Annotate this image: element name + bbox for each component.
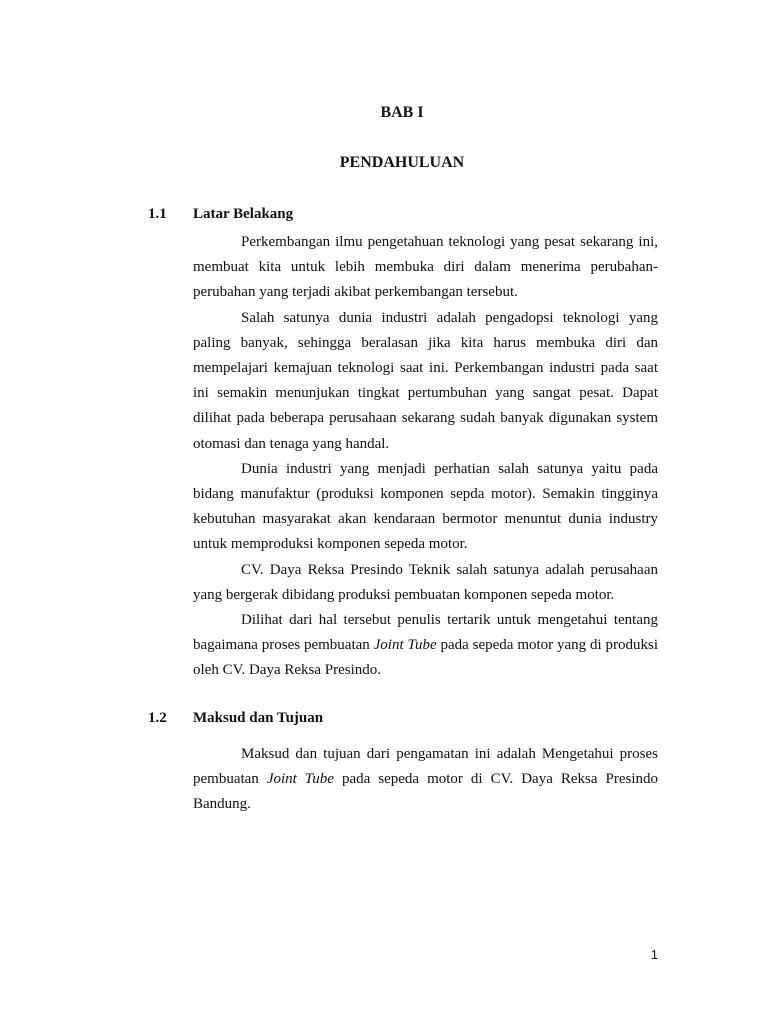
paragraph: CV. Daya Reksa Presindo Teknik salah satunya adalah perusahaan yang bergerak dibidang produksi pembuatan komponen sepeda motor. bbox=[193, 561, 658, 603]
section-heading: Latar Belakang bbox=[193, 206, 294, 222]
italic-term: Joint Tube bbox=[266, 771, 334, 788]
text-run: pada sepeda motor yang di produksi oleh CV. Daya Reksa Presindo. bbox=[193, 637, 658, 679]
text-run: Maksud dan tujuan dari pengamatan ini adalah Mengetahui proses pembuatan bbox=[193, 746, 658, 788]
paragraph: Salah satunya dunia industri adalah pengadopsi teknologi yang paling banyak, sehingga beralasan jika kita harus membuka diri dan mempelajari kemajuan teknologi saat ini. Perkembangan industri pada saat ini semakin menunjukan tingkat pertumbuhan yang sangat pesat. Dapat dilihat pada beberapa perusahaan sekarang sudah banyak digunakan system otomasi dan tenaga yang handal. bbox=[193, 309, 658, 452]
chapter-label: BAB I bbox=[380, 104, 424, 121]
paragraph bbox=[193, 608, 658, 684]
section-heading: Maksud dan Tujuan bbox=[193, 710, 324, 726]
page-number: 1 bbox=[650, 947, 658, 962]
paragraph: Perkembangan ilmu pengetahuan teknologi yang pesat sekarang ini, membuat kita untuk lebih membuka diri dalam menerima perubahan-perubahan yang terjadi akibat perkembangan tersebut. bbox=[193, 234, 658, 301]
section-number: 1.1 bbox=[148, 206, 167, 222]
section-number: 1.2 bbox=[148, 710, 167, 726]
section-body bbox=[193, 742, 658, 818]
paragraph bbox=[193, 742, 658, 818]
italic-term: Joint Tube bbox=[373, 637, 437, 654]
paragraph: Dunia industri yang menjadi perhatian salah satunya yaitu pada bidang manufaktur (produksi komponen sepda motor). Semakin tingginya kebutuhan masyarakat akan kendaraan bermotor menuntut dunia industry untuk memproduksi komponen sepeda motor. bbox=[193, 460, 658, 553]
text-run: Dilihat dari hal tersebut penulis tertarik untuk mengetahui tentang bagaimana proses pembuatan bbox=[193, 612, 658, 654]
chapter-title: PENDAHULUAN bbox=[339, 154, 465, 171]
section-body bbox=[193, 230, 658, 684]
text-run: pada sepeda motor di CV. Daya Reksa Presindo Bandung. bbox=[193, 771, 659, 813]
